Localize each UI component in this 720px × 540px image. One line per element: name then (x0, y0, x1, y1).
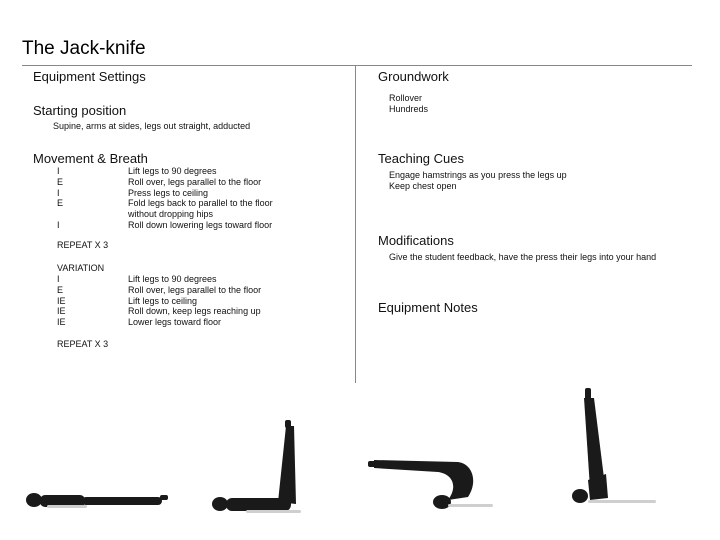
teaching-cue-item: Engage hamstrings as you press the legs up (389, 170, 567, 180)
step-item: Roll down lowering legs toward floor (128, 219, 273, 230)
teaching-cues-list (389, 170, 567, 192)
breath-item: E (57, 176, 64, 187)
step-item: Roll over, legs parallel to the floor (128, 176, 262, 187)
groundwork-heading: Groundwork (378, 69, 449, 84)
breath-list (57, 166, 63, 231)
variation-label: VARIATION (57, 263, 105, 273)
breath-item: E (57, 284, 64, 295)
page-title: The Jack-knife (22, 38, 146, 59)
modifications-text: Give the student feedback, have the press their legs into your hand (389, 252, 657, 262)
groundwork-list (389, 93, 428, 115)
title-divider (22, 65, 692, 66)
breath-item: I (57, 274, 60, 284)
step-item: Lift legs to ceiling (128, 295, 198, 306)
breath-item: I (57, 166, 60, 176)
breath-item: IE (57, 317, 66, 328)
person-rollover-icon (368, 452, 498, 514)
breath-item: IE (57, 306, 66, 317)
step-item: Roll down, keep legs reaching up (128, 306, 261, 317)
step-item: Lower legs toward floor (128, 317, 222, 328)
equipment-notes-heading: Equipment Notes (378, 300, 478, 315)
steps-list (128, 166, 273, 231)
breath-item: E (57, 198, 64, 209)
step-item: without dropping hips (128, 209, 214, 220)
variation-breath-list (57, 274, 66, 328)
repeat-label: REPEAT X 3 (57, 240, 109, 250)
step-item: Press legs to ceiling (128, 187, 209, 198)
equipment-settings-heading: Equipment Settings (33, 69, 146, 84)
step-item: Lift legs to 90 degrees (128, 166, 217, 176)
movement-breath-heading: Movement & Breath (33, 151, 148, 166)
starting-position-heading: Starting position (33, 103, 127, 118)
teaching-cues-heading: Teaching Cues (378, 151, 464, 166)
breath-item: I (57, 219, 60, 230)
teaching-cue-item: Keep chest open (389, 180, 457, 191)
breath-item: I (57, 187, 60, 198)
column-divider (355, 66, 356, 383)
repeat-label-2: REPEAT X 3 (57, 339, 109, 349)
person-supine-icon (22, 478, 172, 516)
breath-item: IE (57, 295, 66, 306)
groundwork-item: Rollover (389, 93, 423, 103)
step-item: Lift legs to 90 degrees (128, 274, 217, 284)
step-item: Roll over, legs parallel to the floor (128, 284, 262, 295)
step-item: Fold legs back to parallel to the floor (128, 198, 273, 209)
breath-item (57, 209, 63, 220)
modifications-heading: Modifications (378, 233, 454, 248)
groundwork-item: Hundreds (389, 103, 429, 114)
person-legs-90-icon (206, 420, 316, 528)
person-jackknife-icon (566, 388, 666, 522)
starting-position-text: Supine, arms at sides, legs out straight, adducted (53, 121, 251, 131)
variation-steps-list (128, 274, 261, 328)
